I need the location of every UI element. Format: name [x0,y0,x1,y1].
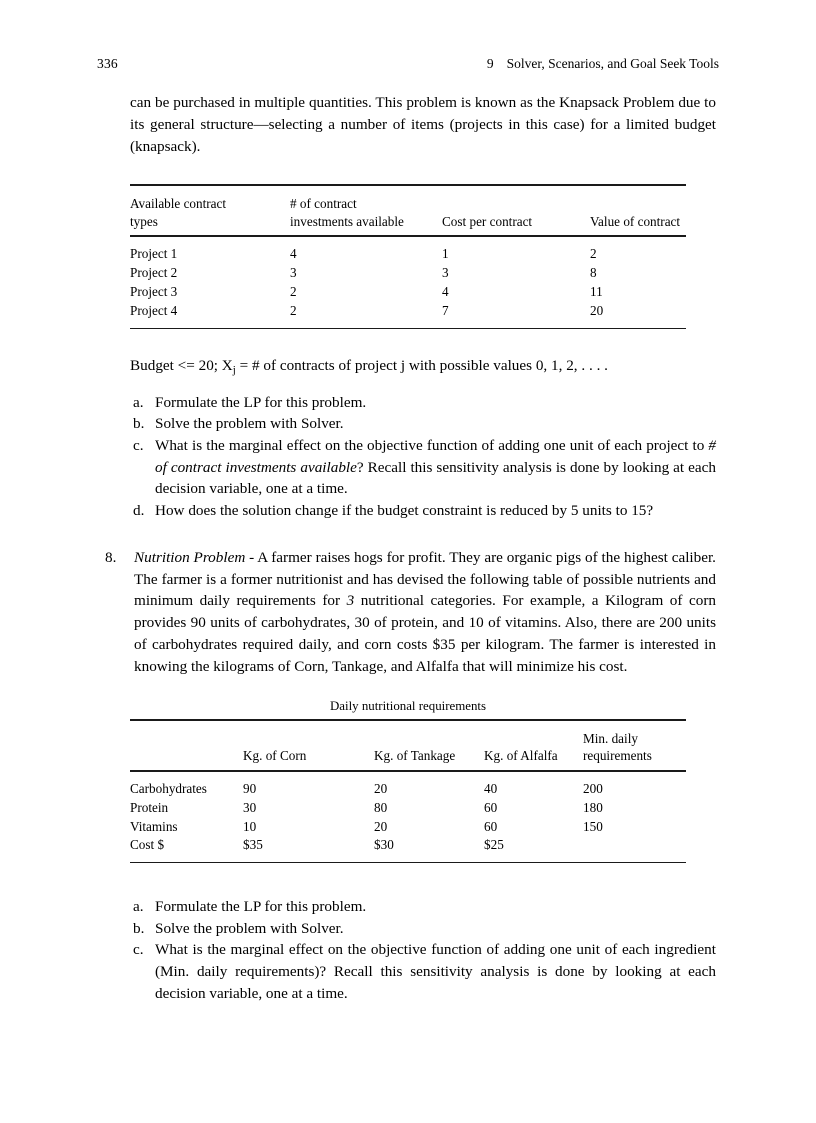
cell-cost: 3 [442,265,449,281]
header-kg-of-corn: Kg. of Corn [243,748,307,764]
table-row [130,236,686,262]
table-row [130,771,686,797]
list-text-pre: What is the marginal effect on the objective function of adding one unit of each project to [155,436,709,454]
list-text: Formulate the LP for this problem. [155,393,367,411]
list-marker: b. [133,415,145,433]
list-marker: 8. [105,548,117,566]
list-text: Solve the problem with Solver. [155,919,344,937]
problem-text-pre: - A farmer raises hogs for profit. They are organic pigs of the highest caliber. The farmer is a former nutritionist and has devised the following table of possible nutrients and minimum daily requirements for [134,548,716,610]
list-marker: a. [133,393,144,411]
table-header-row [130,720,686,771]
page-number: 336 [97,56,118,71]
nutrition-table-caption: Daily nutritional requirements [329,698,487,713]
table-row [130,816,686,835]
header-value-of-contract: Value of contract [590,213,681,229]
header-nutrient [130,720,243,771]
budget-subscript: j [232,363,236,376]
list-item [105,547,716,678]
cell-type: Project 2 [130,265,178,281]
cell-corn: 10 [243,818,257,834]
problem-text-post: nutritional categories. For example, a Kilogram of corn provides 90 units of carbohydrates, 30 of protein, and 10 of vitamins. Also, there are 200 units of carbohydrates required daily, and corn costs $35 per kilogram. The farmer is interested in knowing the kilograms of Corn, Tankage, and Alfalfa that will minimize his cost. [134,592,716,675]
cell-cost: 4 [442,284,449,300]
list-item [133,918,716,940]
cell-alfalfa: 40 [484,780,498,796]
cell-nutrient: Protein [130,799,169,815]
header-investments-available [290,185,442,236]
budget-pre: Budget <= 20; X [130,356,233,374]
list-text-post: ? Recall this sensitivity analysis is done by looking at each decision variable, one at a time. [155,458,716,498]
list-item [133,500,716,522]
questions-list-7 [130,392,716,522]
cell-tankage: 80 [374,799,388,815]
list-marker: a. [133,897,144,915]
cell-type: Project 3 [130,284,178,300]
cell-nutrient: Vitamins [130,818,178,834]
nutrition-table [130,719,686,863]
contracts-table-body [130,236,686,328]
cell-corn: 30 [243,799,257,815]
cell-nutrient: Cost $ [130,837,165,853]
header-line-2: requirements [583,748,652,764]
contracts-table-head [130,185,686,236]
cell-min: 200 [583,780,603,796]
list-item [133,392,716,414]
cell-corn: 90 [243,780,257,796]
nutrition-table-head [130,720,686,771]
cell-corn: $35 [243,837,263,853]
table-header-row [130,185,686,236]
list-text: Formulate the LP for this problem. [155,897,367,915]
cell-min: 180 [583,799,603,815]
cell-investments: 3 [290,265,297,281]
cell-type: Project 4 [130,303,178,319]
budget-constraint-line [130,355,716,381]
list-item [133,939,716,1004]
cell-value: 20 [590,303,604,319]
chapter-title: Solver, Scenarios, and Goal Seek Tools [506,56,719,71]
header-line-1: Min. daily [583,730,638,746]
list-text-italic: # of contract investments available [155,436,716,476]
cell-investments: 4 [290,246,297,262]
budget-post: = # of contracts of project j with possible values 0, 1, 2, . . . . [235,356,608,374]
header-min-daily-requirements [583,720,686,771]
cell-investments: 2 [290,284,297,300]
header-line-1: Available contract [130,196,227,212]
cell-value: 2 [590,246,597,262]
cell-min: 150 [583,818,603,834]
list-text: Solve the problem with Solver. [155,415,344,433]
header-line-2: types [130,213,158,229]
header-available-contract-types [130,185,290,236]
cell-type: Project 1 [130,246,178,262]
header-line-1: # of contract [290,196,357,212]
contracts-table [130,184,686,328]
list-marker: c. [133,941,144,959]
cell-tankage: $30 [374,837,394,853]
header-line-2: investments available [290,213,404,229]
list-item [133,896,716,918]
table-row [130,301,686,328]
problem-8-list [105,547,716,678]
header-kg-of-alfalfa: Kg. of Alfalfa [484,748,558,764]
problem-title: Nutrition Problem [134,548,246,566]
header-cost-per-contract: Cost per contract [442,213,533,229]
header-kg-of-tankage: Kg. of Tankage [374,748,456,764]
list-text: What is the marginal effect on the objective function of adding one unit of each ingredient (Min. daily requirements)? Recall this sensitivity analysis is done by looking at each decision variable, one at a time. [155,941,716,1002]
list-item [133,413,716,435]
contracts-table-block [130,184,686,328]
list-marker: c. [133,436,144,454]
cell-value: 8 [590,265,597,281]
page-content [105,92,716,1004]
chapter-header [487,56,719,72]
questions-list-8 [130,896,716,1005]
cell-cost: 1 [442,246,449,262]
cell-tankage: 20 [374,818,388,834]
table-row [130,263,686,282]
problem-emph-number: 3 [346,592,355,610]
cell-value: 11 [590,284,603,300]
intro-paragraph: can be purchased in multiple quantities. This problem is known as the Knapsack Problem due to its general structure—selecting a number of items (projects in this case) for a limited budget (knapsack). [130,94,716,156]
cell-investments: 2 [290,303,297,319]
table-row [130,282,686,301]
cell-cost: 7 [442,303,449,319]
cell-alfalfa: 60 [484,799,498,815]
cell-nutrient: Carbohydrates [130,780,207,796]
list-marker: b. [133,919,145,937]
list-marker: d. [133,502,145,520]
cell-alfalfa: 60 [484,818,498,834]
list-item [133,435,716,500]
nutrition-table-body [130,771,686,863]
table-row [130,797,686,816]
table-row [130,835,686,862]
cell-min [583,835,686,862]
running-head [0,56,816,76]
cell-tankage: 20 [374,780,388,796]
list-text: How does the solution change if the budget constraint is reduced by 5 units to 15? [155,502,654,520]
nutrition-table-block [130,699,686,863]
cell-alfalfa: $25 [484,837,504,853]
chapter-number: 9 [486,56,494,71]
